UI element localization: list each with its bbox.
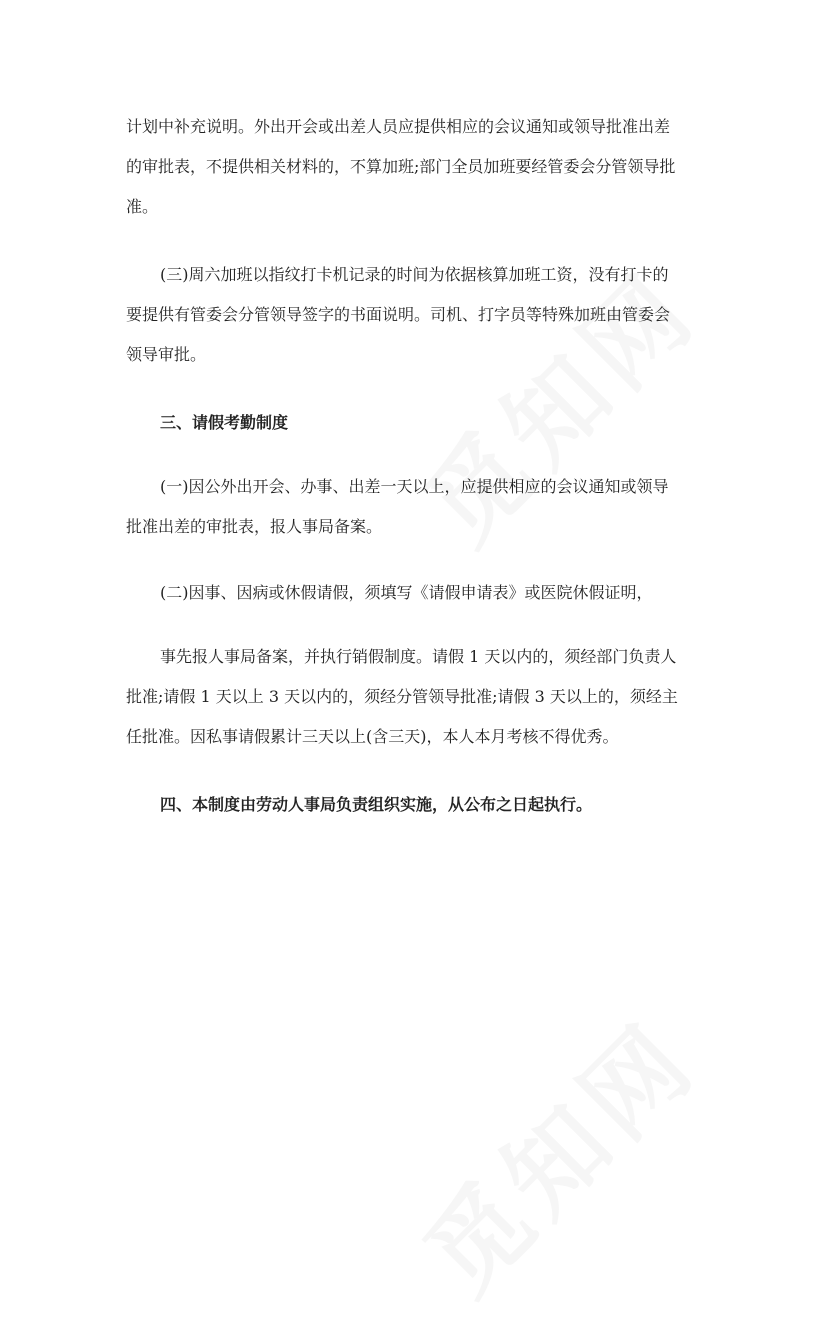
paragraph-leave-request xyxy=(126,573,706,613)
text-line: 批准出差的审批表，报人事局备案。 xyxy=(126,517,383,536)
watermark xyxy=(387,984,722,1319)
paragraph-leave-approval xyxy=(126,637,706,757)
text-line: 要提供有管委会分管领导签字的书面说明。司机、打字员等特殊加班由管委会 xyxy=(126,305,671,324)
section-heading-implementation xyxy=(126,785,706,825)
heading-text: 四、本制度由劳动人事局负责组织实施，从公布之日起执行。 xyxy=(160,795,593,814)
heading-text: 三、请假考勤制度 xyxy=(160,413,289,432)
paragraph-overtime-notes xyxy=(126,107,706,227)
text-line: (二)因事、因病或休假请假，须填写《请假申请表》或医院休假证明， xyxy=(160,583,653,602)
text-line: 的审批表，不提供相关材料的，不算加班;部门全员加班要经管委会分管领导批 xyxy=(126,157,676,176)
text-line: 计划中补充说明。外出开会或出差人员应提供相应的会议通知或领导批准出差 xyxy=(126,117,671,136)
text-line: (三)周六加班以指纹打卡机记录的时间为依据核算加班工资，没有打卡的 xyxy=(160,265,669,284)
text-line: 批准;请假 1 天以上 3 天以内的，须经分管领导批准;请假 3 天以上的，须经主 xyxy=(126,687,678,706)
text-line: 领导审批。 xyxy=(126,345,207,364)
text-line: (一)因公外出开会、办事、出差一天以上，应提供相应的会议通知或领导 xyxy=(160,477,669,496)
section-heading-leave-policy xyxy=(126,403,706,443)
text-line: 事先报人事局备案，并执行销假制度。请假 1 天以内的，须经部门负责人 xyxy=(160,647,677,666)
paragraph-business-trip xyxy=(126,467,706,547)
text-line: 准。 xyxy=(126,197,159,216)
text-line: 任批准。因私事请假累计三天以上(含三天)，本人本月考核不得优秀。 xyxy=(126,727,619,746)
paragraph-saturday-overtime xyxy=(126,255,706,375)
